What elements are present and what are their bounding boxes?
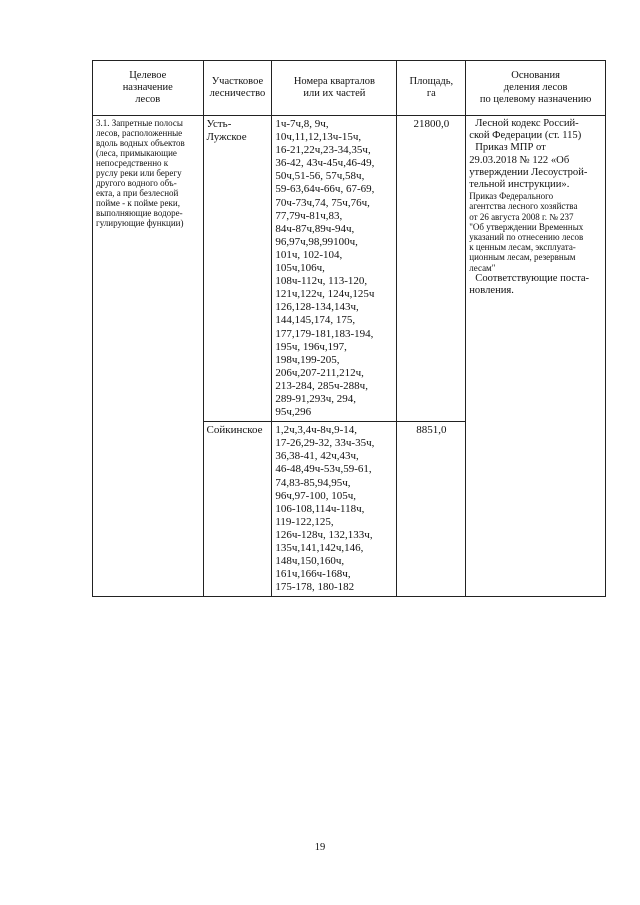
basis-cell	[466, 116, 606, 597]
quarters-line: 126ч-128ч, 132,133ч,	[275, 528, 373, 541]
table-row	[93, 116, 606, 422]
page-number: 19	[314, 842, 326, 853]
forest-purpose-table	[92, 60, 606, 597]
district-line: Сойкинское	[206, 424, 263, 437]
purpose-line: непосредственно к	[96, 158, 169, 168]
quarters-line: 77,79ч-81ч,83,	[275, 209, 343, 222]
quarters-line: 289-91,293ч, 294,	[275, 392, 357, 405]
quarters-line: 144,145,174, 175,	[275, 314, 356, 327]
purpose-line: гулирующие функции)	[96, 218, 184, 228]
basis-ministry-order: Приказ МПР от 29.03.2018 № 122 «Об утверждении Лесоустрой- тельной инструкции».	[469, 142, 588, 191]
header-area: Площадь, га	[397, 61, 466, 116]
district-cell	[203, 116, 272, 422]
quarters-line: 96,97ч,98,99100ч,	[275, 235, 358, 248]
purpose-line: (леса, примыкающие	[96, 148, 177, 158]
quarters-line: 16-21,22ч,23-34,35ч,	[275, 144, 371, 157]
quarters-line: 46-48,49ч-53ч,59-61,	[275, 463, 372, 476]
quarters-line: 105ч,106ч,	[275, 262, 325, 275]
quarters-line: 195ч, 196ч,197,	[275, 340, 347, 353]
quarters-line: 36-42, 43ч-45ч,46-49,	[275, 157, 375, 170]
purpose-line: екта, а при безлесной	[96, 188, 179, 198]
purpose-line: пойме - к пойме реки,	[96, 198, 180, 208]
quarters-line: 106-108,114ч-118ч,	[275, 502, 365, 515]
quarters-line: 96ч,97-100, 105ч,	[275, 489, 357, 502]
quarters-line: 175-178, 180-182	[275, 581, 355, 594]
quarters-line: 126,128-134,143ч,	[275, 301, 359, 314]
quarters-cell	[272, 422, 397, 597]
quarters-line: 213-284, 285ч-288ч,	[275, 379, 368, 392]
header-district: Участковое лесничество	[203, 61, 272, 116]
purpose-line: другого водного объ-	[96, 178, 177, 188]
quarters-line: 1ч-7ч,8, 9ч,	[275, 118, 329, 130]
quarters-line: 95ч,296	[275, 406, 312, 419]
quarters-line: 50ч,51-56, 57ч,58ч,	[275, 170, 365, 183]
basis-agency-order: Приказ Федерального агентства лесного хозяйства от 26 августа 2008 г. № 237 "Об утверждении Временных указаний по отнесению лесов к ценным лесам, эксплуата- ционным лесам, резервным лесам"	[469, 191, 584, 273]
quarters-line: 1,2ч,3,4ч-8ч,9-14,	[275, 424, 358, 437]
quarters-line: 121ч,122ч, 124ч,125ч	[275, 288, 375, 301]
quarters-line: 36,38-41, 42ч,43ч,	[275, 450, 359, 463]
purpose-line: лесов, расположенные	[96, 128, 183, 138]
quarters-line: 74,83-85,94,95ч,	[275, 476, 351, 489]
area-cell: 8851,0	[397, 422, 466, 597]
quarters-line: 148ч,150,160ч,	[275, 555, 345, 568]
header-purpose: Целевое назначение лесов	[93, 61, 204, 116]
purpose-line: руслу реки или берегу	[96, 168, 182, 178]
basis-resolutions: Соответствующие поста- новления.	[469, 272, 590, 297]
district-line: Усть-	[206, 118, 232, 130]
purpose-cell	[93, 116, 204, 597]
table-header-row	[93, 61, 606, 116]
quarters-line: 70ч-73ч,74, 75ч,76ч,	[275, 196, 370, 209]
header-quarters: Номера кварталов или их частей	[272, 61, 397, 116]
quarters-line: 17-26,29-32, 33ч-35ч,	[275, 437, 375, 450]
purpose-line: 3.1. Запретные полосы	[96, 118, 183, 128]
quarters-line: 135ч,141,142ч,146,	[275, 542, 364, 554]
district-cell	[203, 422, 272, 597]
purpose-line: вдоль водных объектов	[96, 138, 185, 148]
purpose-line: выполняющие водоре-	[96, 208, 183, 218]
quarters-line: 10ч,11,12,13ч-15ч,	[275, 131, 362, 144]
header-basis: Основания деления лесов по целевому назначению	[466, 61, 606, 116]
quarters-line: 206ч,207-211,212ч,	[275, 366, 364, 379]
quarters-line: 161ч,166ч-168ч,	[275, 568, 351, 581]
basis-forest-code: Лесной кодекс Россий- ской Федерации (ст. 115)	[469, 118, 582, 142]
quarters-line: 198ч,199-205,	[275, 353, 340, 366]
quarters-cell	[272, 116, 397, 422]
quarters-line: 101ч, 102-104,	[275, 248, 343, 261]
quarters-line: 177,179-181,183-194,	[275, 327, 374, 340]
district-line: Лужское	[206, 131, 247, 143]
area-cell: 21800,0	[397, 116, 466, 422]
quarters-line: 59-63,64ч-66ч, 67-69,	[275, 183, 375, 196]
quarters-line: 108ч-112ч, 113-120,	[275, 275, 368, 288]
quarters-line: 119-122,125,	[275, 515, 334, 528]
quarters-line: 84ч-87ч,89ч-94ч,	[275, 222, 355, 235]
